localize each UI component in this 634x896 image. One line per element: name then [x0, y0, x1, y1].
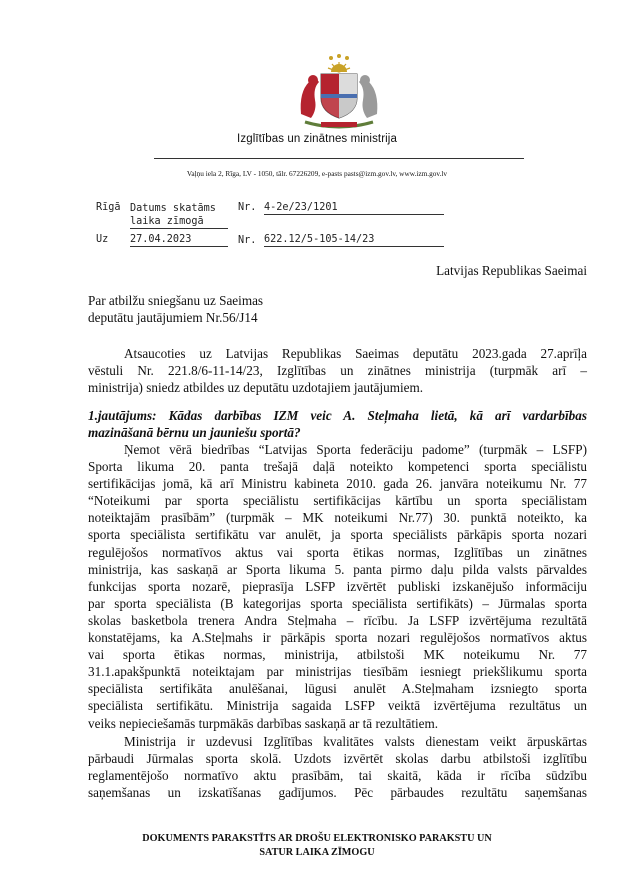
date-label-line2: laika zīmogā: [130, 216, 204, 227]
coat-of-arms-icon: [291, 52, 387, 130]
question-heading: [88, 407, 587, 441]
recipient: Latvijas Republikas Saeimai: [436, 263, 587, 278]
nr-label: Nr.: [238, 202, 257, 213]
text-line: speciālista sertifikāta anulēšanai, lūgusi anulēt A.Steļmaham izsniegto sporta: [88, 681, 587, 697]
text-line: skolas basketbola trenera Andra Steļmaha – rīcību. Ja LSFP izvērtējuma rezultātā: [88, 612, 587, 628]
place-label: Rīgā: [96, 202, 121, 213]
text-line: par sporta speciālista (B kategorijas sporta speciālista sertifikāts) – Jūrmalas sporta: [88, 595, 587, 611]
text-line: regulējošos normatīvos aktus vai sporta ētikas normas, Izglītības un zinātnes: [88, 544, 587, 560]
text-line: funkcijas sporta nozarē, pieprasīja LSFP izvērtēt publiski izskanējušo informāciju: [88, 578, 587, 594]
text-line: speciālista sertifikātu. Ministrija sagaida LSFP veiktā izvērtējuma rezultātus un: [88, 698, 587, 714]
nr-label-2: Nr.: [238, 235, 257, 246]
text-line: sporta speciālista sertifikātu var anulēt, ja sporta speciālists pārkāpis sporta nozari: [88, 527, 587, 543]
text-line: “Noteikumi par sporta speciālistu sertifikācijas kārtību un sporta speciālistam: [88, 493, 587, 509]
contact-address: Vaļņu iela 2, Rīga, LV - 1050, tālr. 67226209, e-pasts pasts@izm.gov.lv, www.izm.gov.lv: [186, 169, 448, 178]
text-line: sertifikācijas jomā, kā arī Ministru kabineta 2010. gada 26. janvāra noteikumu Nr. 77: [88, 476, 587, 492]
text-line: vai sporta ētikas normas, ministrija, atbilstoši MK noteikumu Nr. 77: [88, 647, 587, 663]
subject: [88, 292, 263, 326]
text-line: pārbaudi Jūrmalas sporta skolā. Uzdots izvērtēt skolas darbu atbilstoši izglītību: [88, 751, 587, 767]
paragraph-answer: [88, 441, 587, 732]
reference-number: 622.12/5-105-14/23: [264, 234, 444, 247]
text-line: Ministrija ir uzdevusi Izglītības kvalitātes valsts dienestam veikt ārpuskārtas: [124, 734, 587, 749]
ministry-name: Izglītības un zinātnes ministrija: [237, 133, 397, 145]
text-line: reglamentējošo normatīvo aktu prasībām, tai skaitā, kāda ir rīcība sūdzību: [88, 768, 587, 784]
text-line: Sporta likuma 20. panta trešajā daļā noteikto kompetenci sporta speciālistu: [88, 459, 587, 475]
text-line: veiks nepieciešamās turpmākās darbības saskaņā ar tā rezultātiem.: [88, 715, 439, 731]
doc-number: 4-2e/23/1201: [264, 202, 444, 215]
text-line: ministrija, kas saskaņā ar Sporta likuma 5. panta pirmo daļu pilda valsts pārvaldes: [88, 561, 587, 577]
footer-line: DOKUMENTS PARAKSTĪTS AR DROŠU ELEKTRONISKO PARAKSTU UN: [142, 833, 492, 844]
paragraph-inspection: [88, 733, 587, 801]
text-line: 1.jautājums: Kādas darbības IZM veic A. Steļmaha lietā, kā arī vardarbības: [88, 408, 587, 423]
text-line: noteiktajām prasībām” (turpmāk – MK noteikumi Nr.77) 30. punktā noteikto, ka: [88, 510, 587, 526]
text-line: mazināšanā bērnu un jauniešu sportā?: [88, 425, 301, 441]
date-label-line1: Datums skatāms: [130, 203, 216, 214]
header-divider: [154, 158, 524, 159]
text-line: Ņemot vērā biedrības “Latvijas Sporta federāciju padome” (turpmāk – LSFP): [124, 442, 587, 457]
text-line: vēstuli Nr. 221.8/6-11-14/23, Izglītības un zinātnes ministrija (turpmāk arī –: [88, 363, 587, 379]
text-line: 31.1.apakšpunktā noteiktajam par ministrijas tiesībām iesniegt priekšlikumu sporta: [88, 664, 587, 680]
text-line: ministrija) sniedz atbildes uz deputātu uzdotajiem jautājumiem.: [88, 380, 424, 396]
subject-line: Par atbilžu sniegšanu uz Saeimas: [88, 293, 264, 308]
date-field: [130, 202, 228, 229]
paragraph-intro: [88, 345, 587, 396]
signature-notice: [0, 832, 634, 860]
text-line: konstatējams, ka A.Steļmahs ir pārkāpis sporta nozari regulējošos normatīvos aktus: [88, 630, 587, 646]
text-line: saņemšanas un izskatīšanas gadījumos. Pēc pārbaudes rezultātu saņemšanas: [88, 785, 587, 801]
subject-line: deputātu jautājumiem Nr.56/J14: [88, 310, 258, 325]
text-line: Atsaucoties uz Latvijas Republikas Saeimas deputātu 2023.gada 27.aprīļa: [124, 346, 587, 361]
uz-label: Uz: [96, 234, 109, 245]
footer-line: SATUR LAIKA ZĪMOGU: [259, 847, 375, 858]
reference-date: 27.04.2023: [130, 234, 228, 247]
